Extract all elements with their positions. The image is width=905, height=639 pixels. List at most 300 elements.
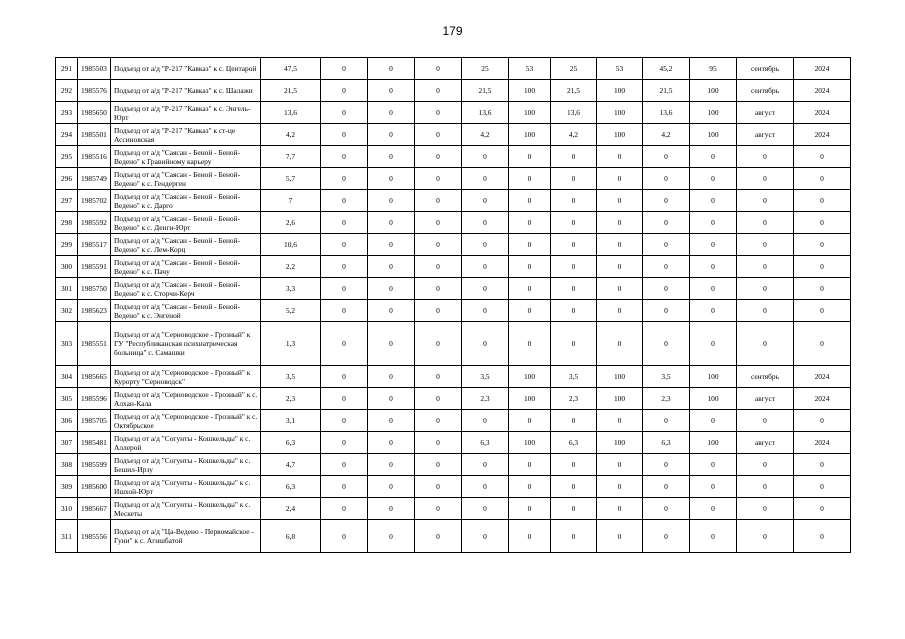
value-9: 100 <box>690 388 737 410</box>
value-1: 0 <box>321 322 368 366</box>
value-2: 0 <box>368 124 415 146</box>
row-number: 298 <box>56 212 78 234</box>
value-7: 0 <box>597 300 643 322</box>
value-4: 0 <box>462 322 509 366</box>
value-5: 100 <box>509 388 551 410</box>
month-cell: август <box>737 102 794 124</box>
road-code: 1985503 <box>78 58 111 80</box>
value-6: 2,3 <box>551 388 597 410</box>
road-code: 1985599 <box>78 454 111 476</box>
value-7: 0 <box>597 146 643 168</box>
row-number: 306 <box>56 410 78 432</box>
road-code: 1985600 <box>78 476 111 498</box>
value-1: 0 <box>321 234 368 256</box>
value-4: 0 <box>462 520 509 553</box>
value-3: 0 <box>415 190 462 212</box>
value-6: 0 <box>551 520 597 553</box>
road-works-table <box>55 57 851 553</box>
value-3: 0 <box>415 80 462 102</box>
value-8: 13,6 <box>643 102 690 124</box>
value-2: 0 <box>368 102 415 124</box>
value-5: 100 <box>509 432 551 454</box>
value-4: 2,3 <box>462 388 509 410</box>
value-9: 0 <box>690 476 737 498</box>
month-cell: 0 <box>737 168 794 190</box>
value-1: 0 <box>321 476 368 498</box>
value-2: 0 <box>368 256 415 278</box>
year-cell: 0 <box>794 212 851 234</box>
value-9: 0 <box>690 322 737 366</box>
road-code: 1985702 <box>78 190 111 212</box>
value-6: 0 <box>551 146 597 168</box>
value-8: 0 <box>643 410 690 432</box>
value-9: 0 <box>690 190 737 212</box>
table-row <box>56 432 851 454</box>
year-cell: 0 <box>794 146 851 168</box>
road-length: 6,3 <box>261 476 321 498</box>
year-cell: 0 <box>794 322 851 366</box>
value-4: 0 <box>462 278 509 300</box>
value-2: 0 <box>368 520 415 553</box>
year-cell: 0 <box>794 300 851 322</box>
year-cell: 0 <box>794 476 851 498</box>
value-8: 0 <box>643 498 690 520</box>
road-name: Подъезд от а/д "Саясан - Беной - Беной-Ведено" к с. Лем-Корц <box>111 234 261 256</box>
value-1: 0 <box>321 366 368 388</box>
value-6: 0 <box>551 256 597 278</box>
value-3: 0 <box>415 234 462 256</box>
table-row <box>56 256 851 278</box>
value-9: 0 <box>690 300 737 322</box>
year-cell: 2024 <box>794 102 851 124</box>
row-number: 300 <box>56 256 78 278</box>
value-6: 0 <box>551 212 597 234</box>
value-9: 100 <box>690 124 737 146</box>
month-cell: август <box>737 388 794 410</box>
road-code: 1985749 <box>78 168 111 190</box>
table-row <box>56 102 851 124</box>
value-4: 0 <box>462 498 509 520</box>
value-9: 0 <box>690 146 737 168</box>
value-3: 0 <box>415 432 462 454</box>
value-6: 4,2 <box>551 124 597 146</box>
road-length: 2,3 <box>261 388 321 410</box>
row-number: 303 <box>56 322 78 366</box>
value-8: 21,5 <box>643 80 690 102</box>
row-number: 297 <box>56 190 78 212</box>
value-3: 0 <box>415 278 462 300</box>
table-row <box>56 278 851 300</box>
road-name: Подъезд от а/д "Р-217 "Кавказ" к ст-це Ассиновская <box>111 124 261 146</box>
table-row <box>56 300 851 322</box>
value-3: 0 <box>415 388 462 410</box>
value-1: 0 <box>321 190 368 212</box>
table-row <box>56 80 851 102</box>
value-7: 0 <box>597 234 643 256</box>
value-2: 0 <box>368 58 415 80</box>
value-7: 0 <box>597 410 643 432</box>
row-number: 301 <box>56 278 78 300</box>
month-cell: 0 <box>737 278 794 300</box>
value-2: 0 <box>368 476 415 498</box>
road-name: Подъезд от а/д "Р-217 "Кавказ" к с. Энгель-Юрт <box>111 102 261 124</box>
value-5: 0 <box>509 212 551 234</box>
road-code: 1985750 <box>78 278 111 300</box>
value-5: 53 <box>509 58 551 80</box>
road-code: 1985667 <box>78 498 111 520</box>
month-cell: сентябрь <box>737 80 794 102</box>
value-6: 0 <box>551 476 597 498</box>
road-code: 1985551 <box>78 322 111 366</box>
month-cell: сентябрь <box>737 58 794 80</box>
value-8: 0 <box>643 190 690 212</box>
value-1: 0 <box>321 146 368 168</box>
value-3: 0 <box>415 168 462 190</box>
road-name: Подъезд от а/д "Саясан - Беной - Беной-Ведено" к с. Сторчи-Керч <box>111 278 261 300</box>
year-cell: 0 <box>794 410 851 432</box>
value-3: 0 <box>415 102 462 124</box>
value-4: 21,5 <box>462 80 509 102</box>
value-5: 100 <box>509 124 551 146</box>
value-8: 6,3 <box>643 432 690 454</box>
table-row <box>56 520 851 553</box>
value-2: 0 <box>368 212 415 234</box>
value-1: 0 <box>321 388 368 410</box>
value-9: 100 <box>690 102 737 124</box>
value-8: 2,3 <box>643 388 690 410</box>
value-2: 0 <box>368 234 415 256</box>
value-4: 25 <box>462 58 509 80</box>
value-1: 0 <box>321 124 368 146</box>
row-number: 296 <box>56 168 78 190</box>
value-9: 100 <box>690 366 737 388</box>
year-cell: 0 <box>794 256 851 278</box>
year-cell: 2024 <box>794 388 851 410</box>
value-6: 0 <box>551 168 597 190</box>
road-length: 13,6 <box>261 102 321 124</box>
value-1: 0 <box>321 432 368 454</box>
row-number: 299 <box>56 234 78 256</box>
value-9: 0 <box>690 168 737 190</box>
value-9: 0 <box>690 278 737 300</box>
value-3: 0 <box>415 520 462 553</box>
month-cell: август <box>737 432 794 454</box>
road-name: Подъезд от а/д "Р-217 "Кавказ" к с. Центарой <box>111 58 261 80</box>
value-3: 0 <box>415 410 462 432</box>
month-cell: 0 <box>737 454 794 476</box>
road-code: 1985516 <box>78 146 111 168</box>
road-length: 2,2 <box>261 256 321 278</box>
year-cell: 0 <box>794 234 851 256</box>
page-number: 179 <box>442 24 463 38</box>
row-number: 302 <box>56 300 78 322</box>
value-7: 0 <box>597 212 643 234</box>
value-2: 0 <box>368 322 415 366</box>
road-length: 3,1 <box>261 410 321 432</box>
road-code: 1985517 <box>78 234 111 256</box>
road-name: Подъезд от а/д "Согунты - Кошкельды" к с. Аллерой <box>111 432 261 454</box>
value-7: 0 <box>597 520 643 553</box>
value-5: 0 <box>509 256 551 278</box>
row-number: 310 <box>56 498 78 520</box>
value-2: 0 <box>368 410 415 432</box>
value-6: 3,5 <box>551 366 597 388</box>
value-9: 0 <box>690 256 737 278</box>
value-8: 4,2 <box>643 124 690 146</box>
month-cell: 0 <box>737 212 794 234</box>
value-5: 0 <box>509 234 551 256</box>
value-2: 0 <box>368 190 415 212</box>
value-8: 0 <box>643 278 690 300</box>
value-5: 0 <box>509 168 551 190</box>
table-row <box>56 168 851 190</box>
road-length: 47,5 <box>261 58 321 80</box>
value-1: 0 <box>321 520 368 553</box>
month-cell: 0 <box>737 520 794 553</box>
value-7: 0 <box>597 256 643 278</box>
month-cell: 0 <box>737 476 794 498</box>
value-4: 0 <box>462 454 509 476</box>
value-3: 0 <box>415 366 462 388</box>
road-name: Подъезд от а/д "Согунты - Кошкельды" к с. Мескеты <box>111 498 261 520</box>
value-8: 0 <box>643 168 690 190</box>
road-length: 3,3 <box>261 278 321 300</box>
value-8: 0 <box>643 256 690 278</box>
value-2: 0 <box>368 498 415 520</box>
value-2: 0 <box>368 168 415 190</box>
value-3: 0 <box>415 58 462 80</box>
table-row <box>56 476 851 498</box>
value-8: 0 <box>643 212 690 234</box>
road-name: Подъезд от а/д "Саясан - Беной - Беной-Ведено" к с. Дарго <box>111 190 261 212</box>
table-row <box>56 498 851 520</box>
road-length: 5,2 <box>261 300 321 322</box>
value-4: 0 <box>462 190 509 212</box>
value-2: 0 <box>368 80 415 102</box>
value-6: 0 <box>551 278 597 300</box>
month-cell: 0 <box>737 256 794 278</box>
road-name: Подъезд от а/д "Серноводское - Грозный" к Курорту "Серноводск" <box>111 366 261 388</box>
month-cell: 0 <box>737 498 794 520</box>
value-8: 3,5 <box>643 366 690 388</box>
table-row <box>56 58 851 80</box>
road-code: 1985592 <box>78 212 111 234</box>
value-6: 0 <box>551 322 597 366</box>
road-length: 7 <box>261 190 321 212</box>
month-cell: 0 <box>737 322 794 366</box>
value-4: 0 <box>462 212 509 234</box>
value-7: 100 <box>597 80 643 102</box>
value-9: 100 <box>690 432 737 454</box>
value-1: 0 <box>321 454 368 476</box>
value-4: 4,2 <box>462 124 509 146</box>
road-length: 3,5 <box>261 366 321 388</box>
month-cell: сентябрь <box>737 366 794 388</box>
road-code: 1985481 <box>78 432 111 454</box>
value-2: 0 <box>368 278 415 300</box>
table-row <box>56 146 851 168</box>
value-3: 0 <box>415 322 462 366</box>
road-name: Подъезд от а/д "Серноводское - Грозный" к с. Алхан-Кала <box>111 388 261 410</box>
value-6: 25 <box>551 58 597 80</box>
value-1: 0 <box>321 256 368 278</box>
value-9: 0 <box>690 520 737 553</box>
year-cell: 2024 <box>794 366 851 388</box>
road-name: Подъезд от а/д "Саясан - Беной - Беной-Ведено" к с. Денги-Юрт <box>111 212 261 234</box>
value-9: 100 <box>690 80 737 102</box>
road-code: 1985650 <box>78 102 111 124</box>
road-length: 2,4 <box>261 498 321 520</box>
road-name: Подъезд от а/д "Согунты - Кошкельды" к с. Бешил-Ирзу <box>111 454 261 476</box>
road-name: Подъезд от а/д "Саясан - Беной - Беной-Ведено" к с. Гендерген <box>111 168 261 190</box>
value-4: 6,3 <box>462 432 509 454</box>
value-2: 0 <box>368 454 415 476</box>
road-name: Подъезд от а/д "Саясан - Беной - Беной-Ведено" к с. Энгеной <box>111 300 261 322</box>
road-code: 1985591 <box>78 256 111 278</box>
value-5: 100 <box>509 80 551 102</box>
month-cell: 0 <box>737 410 794 432</box>
value-1: 0 <box>321 168 368 190</box>
value-9: 0 <box>690 454 737 476</box>
year-cell: 2024 <box>794 58 851 80</box>
value-6: 21,5 <box>551 80 597 102</box>
row-number: 292 <box>56 80 78 102</box>
road-length: 7,7 <box>261 146 321 168</box>
value-6: 0 <box>551 454 597 476</box>
value-4: 0 <box>462 410 509 432</box>
value-1: 0 <box>321 498 368 520</box>
road-length: 4,2 <box>261 124 321 146</box>
value-5: 0 <box>509 476 551 498</box>
road-code: 1985501 <box>78 124 111 146</box>
table-row <box>56 410 851 432</box>
value-5: 0 <box>509 278 551 300</box>
value-4: 0 <box>462 476 509 498</box>
value-6: 13,6 <box>551 102 597 124</box>
value-3: 0 <box>415 212 462 234</box>
value-7: 100 <box>597 124 643 146</box>
road-code: 1985556 <box>78 520 111 553</box>
table-row <box>56 454 851 476</box>
value-2: 0 <box>368 432 415 454</box>
road-length: 10,6 <box>261 234 321 256</box>
table-row <box>56 388 851 410</box>
value-9: 95 <box>690 58 737 80</box>
value-4: 0 <box>462 256 509 278</box>
month-cell: 0 <box>737 300 794 322</box>
year-cell: 0 <box>794 278 851 300</box>
value-8: 0 <box>643 476 690 498</box>
year-cell: 2024 <box>794 432 851 454</box>
road-code: 1985623 <box>78 300 111 322</box>
row-number: 294 <box>56 124 78 146</box>
value-7: 100 <box>597 102 643 124</box>
month-cell: 0 <box>737 234 794 256</box>
road-code: 1985665 <box>78 366 111 388</box>
road-name: Подъезд от а/д "Саясан - Беной - Беной-Ведено" к с. Пачу <box>111 256 261 278</box>
road-length: 21,5 <box>261 80 321 102</box>
value-7: 0 <box>597 322 643 366</box>
value-7: 0 <box>597 168 643 190</box>
road-code: 1985576 <box>78 80 111 102</box>
value-5: 0 <box>509 190 551 212</box>
value-3: 0 <box>415 476 462 498</box>
road-length: 6,3 <box>261 432 321 454</box>
month-cell: август <box>737 124 794 146</box>
road-length: 2,6 <box>261 212 321 234</box>
value-1: 0 <box>321 278 368 300</box>
value-5: 100 <box>509 366 551 388</box>
year-cell: 2024 <box>794 80 851 102</box>
value-2: 0 <box>368 388 415 410</box>
table-row <box>56 212 851 234</box>
table-row <box>56 366 851 388</box>
year-cell: 0 <box>794 498 851 520</box>
value-6: 0 <box>551 300 597 322</box>
value-4: 0 <box>462 300 509 322</box>
value-8: 0 <box>643 234 690 256</box>
value-5: 0 <box>509 520 551 553</box>
row-number: 311 <box>56 520 78 553</box>
value-8: 0 <box>643 300 690 322</box>
road-name: Подъезд от а/д "Саясан - Беной - Беной-Ведено" к Гравийному карьеру <box>111 146 261 168</box>
road-length: 1,3 <box>261 322 321 366</box>
value-5: 0 <box>509 146 551 168</box>
value-5: 0 <box>509 300 551 322</box>
value-8: 45,2 <box>643 58 690 80</box>
road-name: Подъезд от а/д "Р-217 "Кавказ" к с. Шалажи <box>111 80 261 102</box>
value-5: 0 <box>509 454 551 476</box>
table-row <box>56 124 851 146</box>
row-number: 291 <box>56 58 78 80</box>
road-name: Подъезд от а/д "Серноводское - Грозный" к ГУ "Республиканская психиатрическая больница" с. Самашки <box>111 322 261 366</box>
value-8: 0 <box>643 454 690 476</box>
value-8: 0 <box>643 146 690 168</box>
table-body <box>56 58 851 553</box>
table-row <box>56 190 851 212</box>
value-6: 6,3 <box>551 432 597 454</box>
value-3: 0 <box>415 146 462 168</box>
value-5: 100 <box>509 102 551 124</box>
table-row <box>56 234 851 256</box>
value-3: 0 <box>415 300 462 322</box>
value-7: 100 <box>597 432 643 454</box>
row-number: 308 <box>56 454 78 476</box>
value-6: 0 <box>551 234 597 256</box>
row-number: 307 <box>56 432 78 454</box>
value-4: 13,6 <box>462 102 509 124</box>
value-1: 0 <box>321 300 368 322</box>
row-number: 309 <box>56 476 78 498</box>
value-7: 0 <box>597 498 643 520</box>
value-2: 0 <box>368 146 415 168</box>
value-6: 0 <box>551 410 597 432</box>
value-7: 0 <box>597 190 643 212</box>
road-length: 6,8 <box>261 520 321 553</box>
value-9: 0 <box>690 234 737 256</box>
road-length: 4,7 <box>261 454 321 476</box>
value-4: 0 <box>462 234 509 256</box>
value-8: 0 <box>643 520 690 553</box>
value-5: 0 <box>509 322 551 366</box>
month-cell: 0 <box>737 190 794 212</box>
road-length: 5,7 <box>261 168 321 190</box>
value-9: 0 <box>690 212 737 234</box>
road-code: 1985596 <box>78 388 111 410</box>
value-2: 0 <box>368 366 415 388</box>
value-7: 100 <box>597 388 643 410</box>
year-cell: 0 <box>794 454 851 476</box>
